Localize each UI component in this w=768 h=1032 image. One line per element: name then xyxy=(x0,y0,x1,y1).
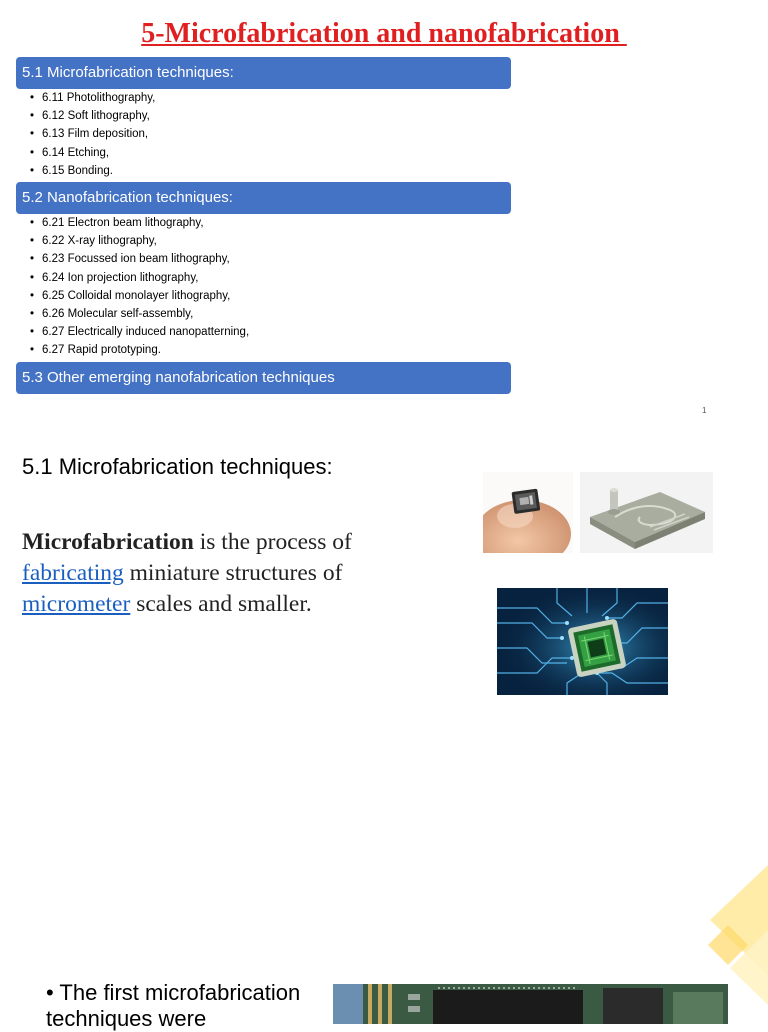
microfluidic-device-image xyxy=(580,472,713,553)
circuit-board-image xyxy=(333,984,728,1024)
microfabrication-list xyxy=(30,89,155,180)
list-item: • 6.13 Film deposition, xyxy=(30,125,155,143)
section-bar-nanofabrication: 5.2 Nanofabrication techniques: xyxy=(16,182,511,214)
page-title: 5-Microfabrication and nanofabrication xyxy=(141,18,627,49)
list-item: • 6.23 Focussed ion beam lithography, xyxy=(30,250,249,268)
slide2-heading: 5.1 Microfabrication techniques: xyxy=(22,454,333,479)
section-bar-microfabrication: 5.1 Microfabrication techniques: xyxy=(16,57,511,89)
nanofabrication-list xyxy=(30,214,249,360)
list-item: • 6.27 Rapid prototyping. xyxy=(30,341,249,359)
list-item: • 6.15 Bonding. xyxy=(30,162,155,180)
list-item: • 6.14 Etching, xyxy=(30,144,155,162)
list-item: • 6.11 Photolithography, xyxy=(30,89,155,107)
list-item: • 6.27 Electrically induced nanopatterning, xyxy=(30,323,249,341)
definition-paragraph xyxy=(22,527,392,620)
slide3-bullet xyxy=(46,980,300,1032)
term-microfabrication: Microfabrication xyxy=(22,529,194,555)
list-item: • 6.24 Ion projection lithography, xyxy=(30,269,249,287)
paragraph-text: scales and smaller. xyxy=(130,591,312,617)
paragraph-text: miniature structures of xyxy=(123,560,343,586)
bullet-line: techniques were xyxy=(46,1006,207,1031)
list-item: • 6.22 X-ray lithography, xyxy=(30,232,249,250)
link-fabricating[interactable]: fabricating xyxy=(22,560,124,586)
page-number: 1 xyxy=(702,406,707,415)
link-micrometer[interactable]: micrometer xyxy=(22,591,131,617)
list-item: • 6.12 Soft lithography, xyxy=(30,107,155,125)
chip-on-finger-image xyxy=(483,472,573,553)
paragraph-text: is the process of xyxy=(193,529,352,555)
list-item: • 6.25 Colloidal monolayer lithography, xyxy=(30,287,249,305)
circuit-chip-image xyxy=(497,588,668,695)
list-item: • 6.26 Molecular self-assembly, xyxy=(30,305,249,323)
section-bar-emerging: 5.3 Other emerging nanofabrication techniques xyxy=(16,362,511,394)
list-item: • 6.21 Electron beam lithography, xyxy=(30,214,249,232)
bullet-line: • The first microfabrication xyxy=(46,980,301,1005)
